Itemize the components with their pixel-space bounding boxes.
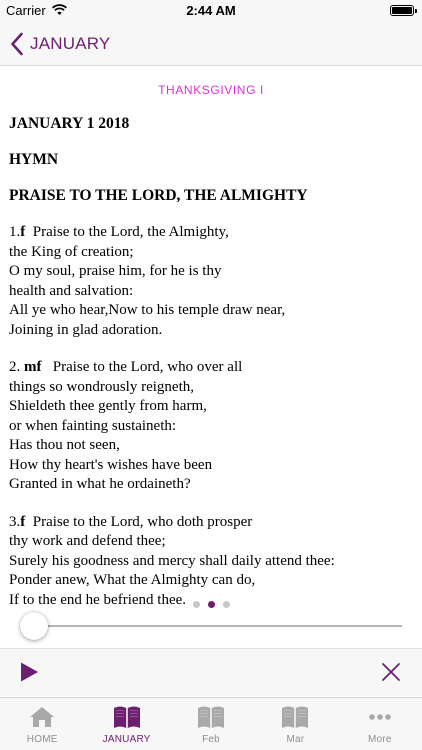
verse-line-text: Praise to the Lord, the Almighty, — [25, 224, 229, 240]
verse-line: Has thou not seen, — [9, 437, 120, 453]
chevron-left-icon — [10, 32, 24, 56]
verse-line: thy work and defend thee; — [9, 533, 166, 549]
status-bar — [0, 0, 422, 22]
close-icon[interactable] — [380, 661, 402, 683]
tab-bar — [0, 697, 422, 750]
verse-line: the King of creation; — [9, 243, 134, 260]
home-icon — [27, 704, 57, 730]
hymn-title: PRAISE TO THE LORD, THE ALMIGHTY — [9, 187, 308, 204]
navigation-bar — [0, 22, 422, 66]
tab-january[interactable] — [84, 698, 168, 750]
type-heading: HYMN — [9, 151, 59, 168]
back-button[interactable] — [10, 30, 110, 58]
verse-line — [9, 358, 414, 378]
back-button-label: JANUARY — [30, 34, 111, 53]
slider-track — [20, 625, 402, 627]
verse — [9, 358, 414, 495]
verse — [9, 223, 414, 340]
more-icon — [365, 704, 395, 730]
tab-feb[interactable] — [169, 698, 253, 750]
player-bar — [0, 648, 422, 696]
verse-line: Shieldeth thee gently from harm, — [9, 398, 207, 414]
verse — [9, 513, 414, 611]
verse-line: Ponder anew, What the Almighty can do, — [9, 572, 256, 588]
verse-number: 3. — [9, 513, 21, 530]
tab-label: Mar — [286, 734, 305, 745]
verse-line: Joining in glad adoration. — [9, 321, 163, 338]
verse-line: How thy heart's wishes have been — [9, 456, 213, 473]
hymn-text — [9, 115, 414, 615]
tab-label: JANUARY — [102, 734, 151, 745]
clock-label: 2:44 AM — [186, 3, 236, 18]
tab-home[interactable] — [0, 698, 84, 750]
verse-line-text: Praise to the Lord, who doth prosper — [25, 513, 253, 530]
audio-progress-slider[interactable] — [20, 612, 402, 640]
verse-line: All ye who hear,Now to his temple draw near, — [9, 302, 286, 318]
verse-line: or when fainting sustaineth: — [9, 417, 177, 434]
verse-line: Granted in what he ordaineth? — [9, 476, 191, 492]
tab-mar[interactable] — [253, 698, 337, 750]
tab-label: HOME — [26, 734, 58, 745]
verse-line: health and salvation: — [9, 282, 134, 299]
verse-number: 1. — [9, 224, 21, 240]
verse-line: Surely his goodness and mercy shall daily attend thee: — [9, 552, 335, 569]
dynamic-marking: f — [20, 224, 26, 240]
reading-content[interactable] — [0, 67, 422, 615]
book-icon — [112, 704, 142, 730]
page-dot[interactable] — [193, 601, 200, 608]
page-indicator[interactable] — [0, 601, 422, 609]
tab-label: More — [368, 734, 392, 745]
verse-line: If to the end he befriend thee. — [9, 591, 187, 608]
verse-line — [9, 513, 414, 533]
verse-number: 2. — [9, 359, 24, 375]
verses-container — [9, 223, 414, 610]
verse-line — [9, 223, 414, 243]
battery-icon — [390, 5, 414, 16]
tab-more[interactable] — [338, 698, 422, 750]
book-icon — [280, 704, 310, 730]
dynamic-marking: mf — [24, 359, 42, 375]
dynamic-marking: f — [20, 513, 26, 530]
date-heading: JANUARY 1 2018 — [9, 115, 130, 132]
tab-label: Feb — [202, 734, 220, 745]
section-title: THANKSGIVING I — [158, 83, 264, 97]
page-dot[interactable] — [208, 601, 215, 608]
carrier-label: Carrier — [6, 3, 46, 18]
play-icon[interactable] — [18, 661, 40, 683]
verse-line-text: Praise to the Lord, who over all — [41, 359, 243, 375]
verse-line: O my soul, praise him, for he is thy — [9, 263, 222, 279]
slider-thumb[interactable] — [20, 612, 48, 640]
page-dot[interactable] — [223, 601, 230, 608]
book-icon — [196, 704, 226, 730]
verse-line: things so wondrously reigneth, — [9, 378, 194, 395]
